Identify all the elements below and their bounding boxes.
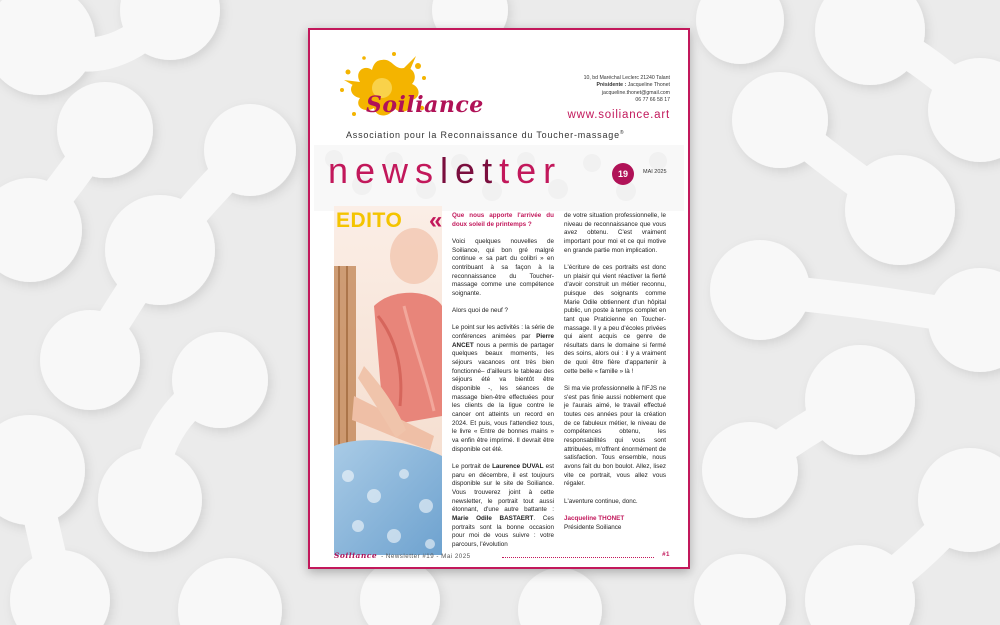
issue-date: MAI 2025 bbox=[643, 169, 667, 175]
brand-name: Soiliance bbox=[366, 92, 484, 118]
website-link[interactable]: www.soiliance.art bbox=[567, 109, 670, 121]
paragraph-3-end: nous a permis de partager quelques beaux moments, les séjours vacances ont très bien fonctionné– d'ailleurs le tableau des séjours été va bientôt être disponible -, les séances de massage bien-être effectuées pour les clients de la ligue contre le cancer ont atteints un record en 2024. Et puis, vous l'attendiez tous, le livre « Entre de bonnes mains » va enfin être imprimé. Il devrait être disponible cet été. bbox=[452, 341, 554, 453]
paragraph-8: L'aventure continue, donc. bbox=[564, 497, 638, 505]
signature-name: Jacqueline THONET bbox=[564, 514, 625, 522]
president-label: Présidente : bbox=[596, 82, 627, 89]
quote-mark: « bbox=[429, 207, 443, 234]
edito-question: Que nous apporte l'arrivée du doux soleil de printemps ? bbox=[452, 212, 554, 228]
paragraph-1: Voici quelques nouvelles de Soiliance, qui bon gré malgré continue « sa part du colibri » en contribuant à sa façon à la reconnaissance du Toucher-massage comme une compétence soignante. bbox=[452, 237, 554, 297]
paragraph-4-middle: est paru en décembre, il est toujours disponible sur le site de Soiliance. Vous trouverez joint à cette newsletter, le portrait tout aussi étonnant, d'une autre battante : bbox=[452, 462, 555, 514]
newsletter-page bbox=[308, 28, 690, 569]
paragraph-7: Si ma vie professionnelle à l'IFJS ne s'est pas finie aussi noblement que je l'aurais aimé, le travail effectué toutes ces années pour la création de ce fabuleux métier, le niveau de compétences obtenu, les responsabilités qui vous sont attribuées, m'offrent énormément de satisfaction. Tous ensemble, nous avons fait du bon boulot. Allez, lisez vite ce portrait, vous allez vous régaler. bbox=[564, 385, 666, 488]
paragraph-4-start: Le portrait de bbox=[452, 462, 493, 470]
title-part-let: let bbox=[440, 150, 500, 191]
tagline-mark: ® bbox=[619, 130, 625, 136]
paragraph-2: Alors quoi de neuf ? bbox=[452, 307, 509, 315]
soiliance-splash-logo bbox=[334, 50, 430, 130]
signature-role: Présidente Soiliance bbox=[564, 523, 622, 531]
paragraph-3-start: Le point sur les activités : la série de conférences animées par bbox=[452, 324, 554, 341]
president-name: Jacqueline Thonet bbox=[627, 82, 670, 89]
address: 10, bd Maréchal Leclerc 21240 Talant bbox=[583, 75, 670, 81]
newsletter-title bbox=[328, 150, 562, 192]
article-column-2 bbox=[564, 212, 666, 532]
paragraph-3 bbox=[452, 324, 554, 454]
edito-heading: EDITO bbox=[336, 209, 403, 232]
phone: 06 77 66 58 17 bbox=[635, 97, 670, 104]
footer-brand: Soiliance bbox=[334, 551, 378, 560]
president-line bbox=[584, 82, 670, 89]
title-part-news: news bbox=[328, 150, 441, 191]
paragraph-4-end: . Ces portraits sont la bonne occasion pour moi de vous suivre : votre parcours, l'évolution bbox=[452, 514, 554, 548]
email[interactable]: jacqueline.thonet@gmail.com bbox=[601, 89, 670, 96]
paragraph-4 bbox=[452, 463, 554, 550]
footer-divider bbox=[502, 557, 654, 558]
massage-photo bbox=[334, 206, 442, 555]
page-number: #1 bbox=[662, 551, 670, 558]
title-part-ter: ter bbox=[499, 150, 563, 191]
tagline bbox=[346, 130, 624, 140]
paragraph-5: de votre situation professionnelle, le niveau de reconnaissance que vous avez obtenu. C'est vraiment important pour moi et ce qui motive en grande partie mon implication. bbox=[564, 212, 666, 254]
article-column-1 bbox=[452, 212, 554, 558]
name-marie-odile-bastaert: Marie Odile BASTAERT bbox=[452, 514, 534, 522]
tagline-text: Association pour la Reconnaissance du Toucher-massage bbox=[346, 130, 620, 140]
contact-block bbox=[584, 75, 670, 105]
name-laurence-duval: Laurence DUVAL bbox=[492, 462, 544, 470]
paragraph-6: L'écriture de ces portraits est donc un plaisir qui vient réactiver la fierté d'avoir construit un métier reconnu, puisque des soignants comme Marie Odile obtiennent d'un hôpital public, un poste à temps complet en tant que Praticienne en Toucher-massage. Il y a peu d'écoles privées qui aient acquis ce genre de résultats dans le domaine si fermé des soins, alors oui : il y a vraiment de quoi être fière d'appartenir à cette belle « famille » là ! bbox=[564, 263, 666, 375]
issue-number-badge: 19 bbox=[612, 163, 634, 185]
footer-text: - Newsletter #19 - Mai 2025 bbox=[381, 553, 471, 560]
name-pierre-ancet: Pierre ANCET bbox=[452, 333, 554, 349]
page-footer bbox=[334, 551, 670, 563]
